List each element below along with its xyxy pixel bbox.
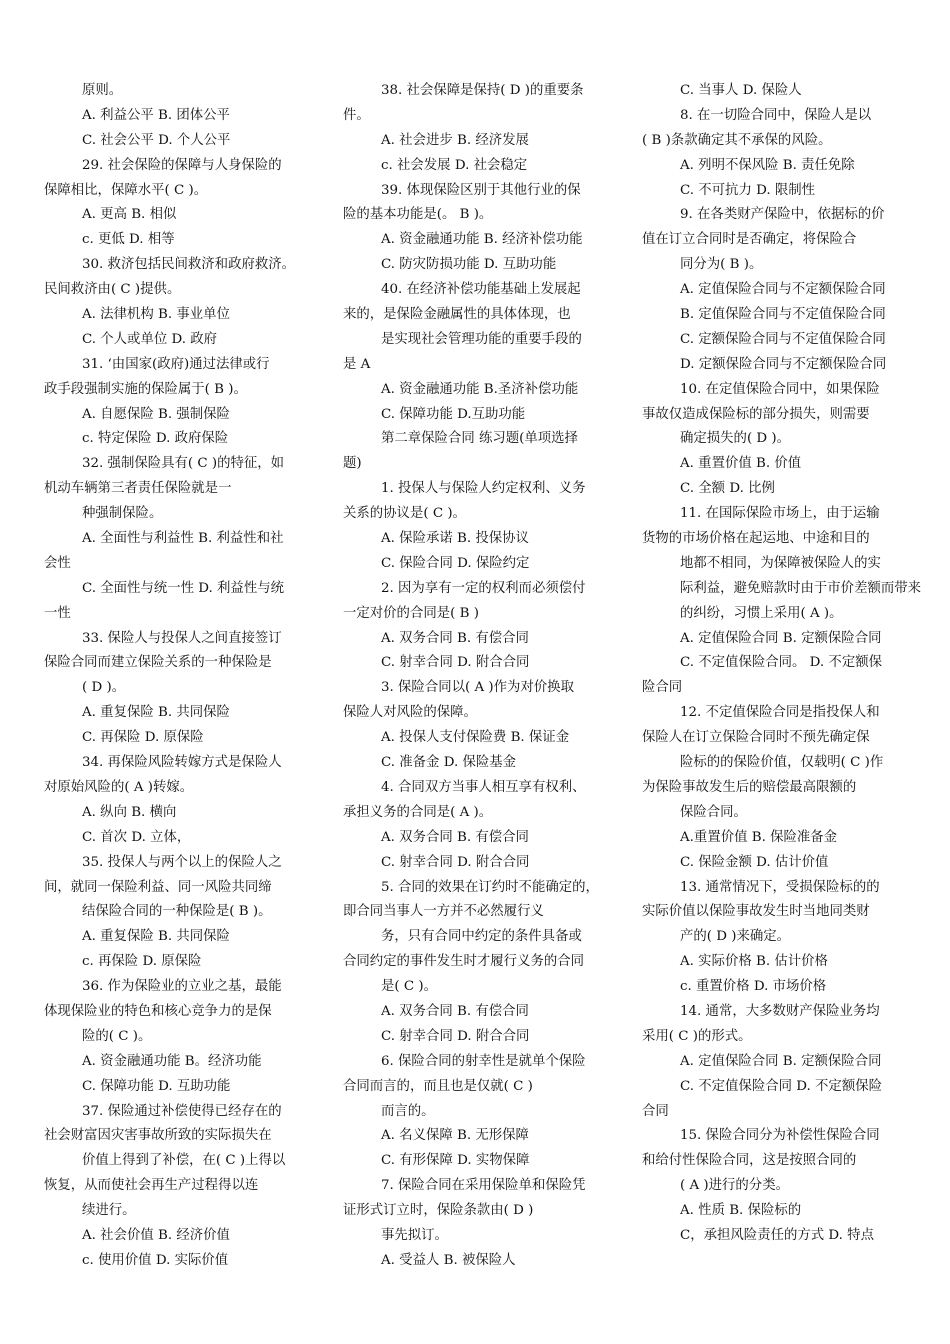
text-line: 33. 保险人与投保人之间直接签订 [82, 630, 282, 646]
text-line: 8. 在一切险合同中，保险人是以 [680, 107, 872, 123]
text-line: C. 定额保险合同与不定值保险合同 [680, 331, 886, 347]
text-line: 34. 再保险风险转嫁方式是保险人 [82, 755, 282, 771]
text-line: 会性 [44, 555, 71, 571]
text-line: 事先拟订。 [381, 1227, 448, 1243]
text-line: A. 社会进步 B. 经济发展 [381, 132, 529, 148]
text-line: 确定损失的( D )。 [680, 431, 791, 447]
text-line: 合同 [642, 1103, 669, 1119]
text-line: 31. ‘由国家(政府)通过法律或行 [82, 356, 270, 372]
text-line: A. 定值保险合同与不定额保险合同 [680, 282, 886, 298]
text-line: 来的，是保险金融属性的具体体现，也 [343, 307, 571, 323]
text-line: C. 射幸合同 D. 附合合同 [381, 854, 530, 870]
text-line: 价值上得到了补偿，在( C )上得以 [82, 1153, 286, 1169]
text-line: A. 资金融通功能 B。经济功能 [82, 1053, 262, 1069]
text-line: B. 定值保险合同与不定值保险合同 [680, 307, 886, 323]
text-line: A. 定值保险合同 B. 定额保险合同 [680, 1053, 882, 1069]
text-line: 30. 救济包括民间救济和政府救济。 [82, 257, 296, 273]
text-line: 32. 强制保险具有( C )的特征，如 [82, 456, 285, 472]
text-line: C. 社会公平 D. 个人公平 [82, 132, 231, 148]
text-line: D. 定额保险合同与不定额保险合同 [680, 356, 887, 372]
text-line: 险的( C )。 [82, 1028, 152, 1044]
text-line: 是( C )。 [381, 979, 437, 995]
text-line: A. 重复保险 B. 共同保险 [82, 705, 230, 721]
text-line: 即合同当事人一方并不必然履行义 [343, 904, 544, 920]
text-line: 种强制保险。 [82, 506, 163, 522]
text-line: A. 投保人支付保险费 B. 保证金 [381, 730, 570, 746]
text-line: c. 再保险 D. 原保险 [82, 954, 202, 970]
text-line: 结保险合同的一种保险是( B )。 [82, 904, 272, 920]
text-line: 14. 通常，大多数财产保险业务均 [680, 1003, 880, 1019]
text-line: A. 名义保障 B. 无形保障 [381, 1128, 529, 1144]
text-line: 同分为( B )。 [680, 257, 763, 273]
text-line: A. 资金融通功能 B. 经济补偿功能 [381, 232, 583, 248]
text-line: c. 特定保险 D. 政府保险 [82, 431, 229, 447]
text-line: 保障相比，保障水平( C )。 [44, 182, 208, 198]
text-line: 37. 保险通过补偿使得已经存在的 [82, 1103, 282, 1119]
text-line: 合同约定的事件发生时才履行义务的合同 [343, 954, 585, 970]
text-line: 6. 保险合同的射幸性是就单个保险 [381, 1053, 586, 1069]
text-line: A. 自愿保险 B. 强制保险 [82, 406, 230, 422]
text-line: A.重置价值 B. 保险准备金 [680, 829, 838, 845]
text-line: C. 当事人 D. 保险人 [680, 83, 802, 98]
text-line: 一性 [44, 605, 71, 621]
text-line: 社会财富因灾害事故所致的实际损失在 [44, 1128, 272, 1144]
text-line: A. 全面性与利益性 B. 利益性和社 [82, 531, 284, 547]
text-line: C. 准备金 D. 保险基金 [381, 755, 517, 771]
text-line: A. 性质 B. 保险标的 [680, 1203, 802, 1219]
text-line: 件。 [343, 107, 370, 123]
text-line: C. 再保险 D. 原保险 [82, 730, 204, 746]
text-line: 务，只有合同中约定的条件具备或 [381, 929, 582, 945]
text-line: A. 重复保险 B. 共同保险 [82, 929, 230, 945]
text-line: 值在订立合同时是否确定，将保险合 [642, 232, 857, 248]
text-column-left [44, 79, 309, 1274]
text-line: C. 保障功能 D. 互助功能 [82, 1078, 231, 1094]
text-line: A. 双务合同 B. 有偿合同 [381, 630, 529, 646]
text-line: 保险人在订立保险合同时不预先确定保 [642, 730, 870, 746]
text-line: C. 防灾防损功能 D. 互助功能 [381, 257, 557, 273]
text-line: A. 实际价格 B. 估计价格 [680, 954, 828, 970]
text-line: 货物的市场价格在起运地、中途和目的 [642, 531, 870, 547]
text-line: 11. 在国际保险市场上，由于运输 [680, 506, 880, 522]
text-line: ( D )。 [82, 680, 126, 696]
text-line: 为保险事故发生后的赔偿最高限额的 [642, 779, 857, 795]
text-line: 39. 体现保险区别于其他行业的保 [381, 182, 581, 198]
text-line: A. 列明不保风险 B. 责任免除 [680, 157, 855, 173]
text-line: 间，就同一保险利益、同一风险共同缔 [44, 879, 272, 895]
text-column-middle [343, 79, 611, 1274]
text-line: 的纠纷，习惯上采用( A )。 [680, 605, 843, 621]
text-line: 承担义务的合同是( A )。 [343, 804, 493, 820]
text-line: A. 双务合同 B. 有偿合同 [381, 829, 529, 845]
text-line: 恢复，从而使社会再生产过程得以连 [44, 1178, 259, 1194]
text-line: 续进行。 [82, 1203, 136, 1219]
text-line: c. 使用价值 D. 实际价值 [82, 1252, 229, 1268]
text-line: 原则。 [82, 83, 123, 98]
text-line: A. 更高 B. 相似 [82, 207, 177, 223]
text-line: C，承担风险责任的方式 D. 特点 [680, 1227, 874, 1243]
text-line: C. 首次 D. 立体， [82, 829, 191, 845]
text-line: C. 全额 D. 比例 [680, 481, 775, 497]
text-line: 机动车辆第三者责任保险就是一 [44, 481, 232, 497]
text-line: A. 法律机构 B. 事业单位 [82, 307, 230, 323]
text-line: 一定对价的合同是( B ) [343, 605, 479, 621]
text-line: ( B )条款确定其不承保的风险。 [642, 132, 832, 148]
text-line: C. 不定值保险合同 D. 不定额保险 [680, 1078, 882, 1094]
text-line: ( A )进行的分类。 [680, 1178, 789, 1194]
text-line: A. 保险承诺 B. 投保协议 [381, 531, 529, 547]
text-line: 合同而言的，而且也是仅就( C ) [343, 1078, 533, 1094]
text-line: 是实现社会管理功能的重要手段的 [381, 331, 582, 347]
text-line: 政手段强制实施的保险属于( B )。 [44, 381, 247, 397]
text-line: C. 保障功能 D.互助功能 [381, 406, 526, 422]
text-line: A. 利益公平 B. 团体公平 [82, 107, 230, 123]
text-line: 12. 不定值保险合同是指投保人和 [680, 705, 880, 721]
text-line: 险标的的保险价值，仅载明( C )作 [680, 755, 884, 771]
text-line: 际利益，避免赔款时由于市价差额而带来 [680, 580, 922, 596]
text-line: C. 不定值保险合同。 D. 不定额保 [680, 655, 882, 671]
text-line: 采用( C )的形式。 [642, 1028, 752, 1044]
text-line: 3. 保险合同以( A )作为对价换取 [381, 680, 574, 696]
text-line: 2. 因为享有一定的权利而必须偿付 [381, 580, 586, 596]
text-line: C. 保险合同 D. 保险约定 [381, 555, 530, 571]
text-line: 36. 作为保险业的立业之基，最能 [82, 979, 282, 995]
text-line: A. 重置价值 B. 价值 [680, 456, 802, 472]
text-line: 10. 在定值保险合同中，如果保险 [680, 381, 880, 397]
text-line: 地都不相同，为保障被保险人的实 [680, 555, 881, 571]
text-line: A. 定值保险合同 B. 定额保险合同 [680, 630, 882, 646]
text-line: 对原始风险的( A )转嫁。 [44, 779, 194, 795]
text-line: 29. 社会保险的保障与人身保险的 [82, 157, 282, 173]
text-line: C. 射幸合同 D. 附合合同 [381, 655, 530, 671]
text-line: c. 社会发展 D. 社会稳定 [381, 157, 528, 173]
text-line: 保险人对风险的保障。 [343, 705, 477, 721]
text-line: 题) [343, 456, 362, 472]
text-line: 第二章保险合同 练习题(单项选择 [381, 431, 578, 447]
text-line: 保险合同。 [680, 804, 747, 820]
text-line: 实际价值以保险事故发生时当地同类财 [642, 904, 870, 920]
text-line: 关系的协议是( C )。 [343, 506, 466, 522]
text-line: A. 双务合同 B. 有偿合同 [381, 1003, 529, 1019]
text-line: 而言的。 [381, 1103, 435, 1119]
text-line: A. 纵向 B. 横向 [82, 804, 177, 820]
text-line: C. 不可抗力 D. 限制性 [680, 182, 816, 198]
text-line: 险的基本功能是(。 B )。 [343, 207, 493, 223]
text-line: C. 有形保障 D. 实物保障 [381, 1153, 530, 1169]
text-line: 事故仅造成保险标的部分损失，则需要 [642, 406, 870, 422]
text-line: 体现保险业的特色和核心竞争力的是保 [44, 1003, 272, 1019]
text-line: 15. 保险合同分为补偿性保险合同 [680, 1128, 880, 1144]
text-line: 5. 合同的效果在订约时不能确定的， [381, 879, 599, 895]
text-line: 保险合同而建立保险关系的一种保险是 [44, 655, 272, 671]
text-line: 7. 保险合同在采用保险单和保险凭 [381, 1178, 586, 1194]
text-line: 38. 社会保障是保持( D )的重要条 [381, 83, 584, 98]
text-line: 40. 在经济补偿功能基础上发展起 [381, 282, 581, 298]
text-line: 险合同 [642, 680, 683, 696]
text-line: C. 全面性与统一性 D. 利益性与统 [82, 580, 284, 596]
text-line: 9. 在各类财产保险中，依据标的价 [680, 207, 885, 223]
text-line: C. 射幸合同 D. 附合合同 [381, 1028, 530, 1044]
text-line: 民间救济由( C )提供。 [44, 282, 181, 298]
text-line: 证形式订立时，保险条款由( D ) [343, 1203, 534, 1219]
text-column-right [642, 79, 922, 1249]
text-line: A. 社会价值 B. 经济价值 [82, 1227, 230, 1243]
text-line: 1. 投保人与保险人约定权利、义务 [381, 481, 586, 497]
text-line: 35. 投保人与两个以上的保险人之 [82, 854, 282, 870]
text-line: 和给付性保险合同，这是按照合同的 [642, 1153, 857, 1169]
text-line: 是 A [343, 356, 371, 372]
text-line: C. 个人或单位 D. 政府 [82, 331, 218, 347]
text-line: c. 重置价格 D. 市场价格 [680, 979, 827, 995]
text-line: c. 更低 D. 相等 [82, 232, 175, 248]
text-line: A. 受益人 B. 被保险人 [381, 1252, 516, 1268]
text-line: C. 保险金额 D. 估计价值 [680, 854, 829, 870]
text-line: 13. 通常情况下，受损保险标的的 [680, 879, 880, 895]
text-line: 产的( D )来确定。 [680, 929, 791, 945]
text-line: 4. 合同双方当事人相互享有权利、 [381, 779, 586, 795]
text-line: A. 资金融通功能 B.圣济补偿功能 [381, 381, 579, 397]
